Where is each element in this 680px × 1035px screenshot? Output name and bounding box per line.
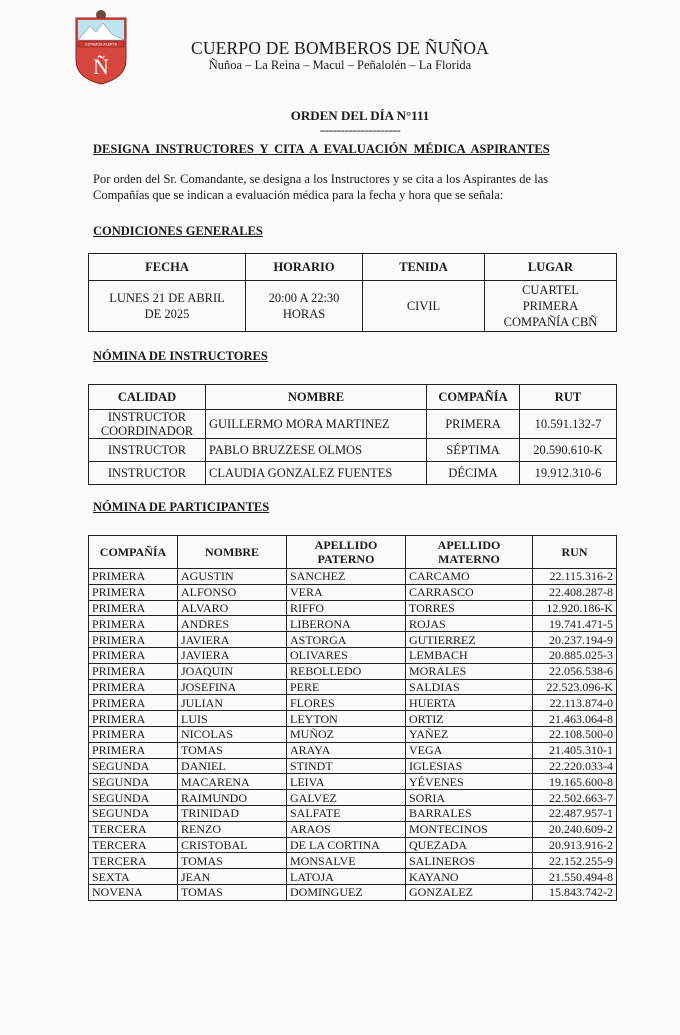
participants-heading: NÓMINA DE PARTICIPANTES <box>93 500 270 514</box>
maternal-surname-cell: ROJAS <box>406 616 533 632</box>
paternal-surname-cell: SALFATE <box>287 805 406 821</box>
run-cell: 20.913.916-2 <box>533 837 617 853</box>
maternal-surname-cell: YAÑEZ <box>406 726 533 742</box>
run-cell: 20.885.025-3 <box>533 647 617 663</box>
maternal-surname-cell: GUTIERREZ <box>406 632 533 648</box>
table-row <box>89 679 617 695</box>
company-cell: NOVENA <box>89 884 178 900</box>
first-name-cell: JAVIERA <box>178 647 287 663</box>
first-name-cell: NICOLAS <box>178 726 287 742</box>
attire-cell: CIVIL <box>363 281 485 332</box>
table-row <box>89 884 617 900</box>
run-cell: 12.920.186-K <box>533 600 617 616</box>
instructor-rut-cell: 19.912.310-6 <box>520 462 617 485</box>
paternal-surname-cell: REBOLLEDO <box>287 663 406 679</box>
paternal-surname-cell: MUÑOZ <box>287 726 406 742</box>
first-name-cell: TOMAS <box>178 853 287 869</box>
order-subject: DESIGNA INSTRUCTORES Y CITA A EVALUACIÓN MÉDICA ASPIRANTES <box>93 142 550 156</box>
table-row <box>89 663 617 679</box>
maternal-surname-cell: QUEZADA <box>406 837 533 853</box>
maternal-surname-cell: SORIA <box>406 790 533 806</box>
company-cell: PRIMERA <box>89 695 178 711</box>
instructor-company-cell: PRIMERA <box>427 410 520 439</box>
column-header: HORARIO <box>246 254 363 281</box>
table-row <box>89 462 617 485</box>
run-cell: 21.550.494-8 <box>533 869 617 885</box>
paternal-surname-cell: LATOJA <box>287 869 406 885</box>
conditions-heading: CONDICIONES GENERALES <box>93 224 263 238</box>
column-header: CALIDAD <box>89 385 206 410</box>
company-cell: PRIMERA <box>89 616 178 632</box>
maternal-surname-cell: BARRALES <box>406 805 533 821</box>
run-cell: 19.165.600-8 <box>533 774 617 790</box>
column-header: TENIDA <box>363 254 485 281</box>
paternal-surname-cell: LEIVA <box>287 774 406 790</box>
table-row <box>89 695 617 711</box>
run-cell: 21.405.310-1 <box>533 742 617 758</box>
first-name-cell: AGUSTIN <box>178 569 287 585</box>
table-row <box>89 758 617 774</box>
paternal-surname-cell: GALVEZ <box>287 790 406 806</box>
first-name-cell: JOSEFINA <box>178 679 287 695</box>
company-cell: PRIMERA <box>89 600 178 616</box>
maternal-surname-cell: CARRASCO <box>406 584 533 600</box>
maternal-surname-cell: ORTIZ <box>406 711 533 727</box>
table-header-row <box>89 385 617 410</box>
first-name-cell: LUIS <box>178 711 287 727</box>
run-cell: 19.741.471-5 <box>533 616 617 632</box>
communes-line: Ñuñoa – La Reina – Macul – Peñalolén – La Florida <box>208 58 472 72</box>
maternal-surname-cell: VEGA <box>406 742 533 758</box>
table-header-row <box>89 536 617 569</box>
column-header: NOMBRE <box>178 536 287 569</box>
table-row <box>89 869 617 885</box>
paternal-surname-cell: RIFFO <box>287 600 406 616</box>
paternal-surname-cell: DOMINGUEZ <box>287 884 406 900</box>
column-header: APELLIDO MATERNO <box>406 536 533 569</box>
first-name-cell: JULIAN <box>178 695 287 711</box>
paternal-surname-cell: ARAOS <box>287 821 406 837</box>
maternal-surname-cell: LEMBACH <box>406 647 533 663</box>
column-header: FECHA <box>89 254 246 281</box>
paternal-surname-cell: SANCHEZ <box>287 569 406 585</box>
maternal-surname-cell: MORALES <box>406 663 533 679</box>
instructor-company-cell: DÉCIMA <box>427 462 520 485</box>
company-cell: SEGUNDA <box>89 758 178 774</box>
logo-letter: Ñ <box>93 54 109 79</box>
first-name-cell: JAVIERA <box>178 632 287 648</box>
maternal-surname-cell: SALDIAS <box>406 679 533 695</box>
maternal-surname-cell: YÉVENES <box>406 774 533 790</box>
paternal-surname-cell: VERA <box>287 584 406 600</box>
paternal-surname-cell: OLIVARES <box>287 647 406 663</box>
table-row <box>89 805 617 821</box>
column-header: COMPAÑÍA <box>89 536 178 569</box>
column-header: RUN <box>533 536 617 569</box>
table-row <box>89 600 617 616</box>
instructor-rut-cell: 20.590.610-K <box>520 439 617 462</box>
table-row <box>89 281 617 332</box>
company-cell: PRIMERA <box>89 647 178 663</box>
company-cell: PRIMERA <box>89 584 178 600</box>
first-name-cell: TRINIDAD <box>178 805 287 821</box>
company-cell: PRIMERA <box>89 569 178 585</box>
first-name-cell: CRISTOBAL <box>178 837 287 853</box>
table-row <box>89 584 617 600</box>
instructor-rut-cell: 10.591.132-7 <box>520 410 617 439</box>
paternal-surname-cell: ASTORGA <box>287 632 406 648</box>
paternal-surname-cell: FLORES <box>287 695 406 711</box>
table-row <box>89 569 617 585</box>
order-title: ORDEN DEL DÍA N°111 <box>290 108 430 123</box>
company-cell: TERCERA <box>89 837 178 853</box>
run-cell: 22.113.874-0 <box>533 695 617 711</box>
logo-motto: ESTAMOS ALERTA <box>85 42 117 47</box>
table-row <box>89 410 617 439</box>
paternal-surname-cell: STINDT <box>287 758 406 774</box>
company-cell: SEGUNDA <box>89 805 178 821</box>
time-cell: 20:00 A 22:30 HORAS <box>246 281 363 332</box>
organization-name: CUERPO DE BOMBEROS DE ÑUÑOA <box>190 38 490 58</box>
maternal-surname-cell: MONTECINOS <box>406 821 533 837</box>
run-cell: 22.502.663-7 <box>533 790 617 806</box>
table-header-row <box>89 254 617 281</box>
table-row <box>89 711 617 727</box>
first-name-cell: ANDRES <box>178 616 287 632</box>
title-underline-rule: ==================== <box>319 127 401 136</box>
paternal-surname-cell: LIBERONA <box>287 616 406 632</box>
table-row <box>89 616 617 632</box>
table-row <box>89 837 617 853</box>
first-name-cell: JOAQUIN <box>178 663 287 679</box>
column-header: RUT <box>520 385 617 410</box>
run-cell: 22.108.500-0 <box>533 726 617 742</box>
table-row <box>89 790 617 806</box>
maternal-surname-cell: KAYANO <box>406 869 533 885</box>
first-name-cell: RAIMUNDO <box>178 790 287 806</box>
paternal-surname-cell: LEYTON <box>287 711 406 727</box>
run-cell: 22.487.957-1 <box>533 805 617 821</box>
instructor-company-cell: SÉPTIMA <box>427 439 520 462</box>
table-row <box>89 647 617 663</box>
first-name-cell: DANIEL <box>178 758 287 774</box>
company-cell: PRIMERA <box>89 726 178 742</box>
column-header: LUGAR <box>485 254 617 281</box>
fire-department-crest-logo <box>72 8 130 86</box>
instructor-role-cell: INSTRUCTOR <box>89 439 206 462</box>
column-header: COMPAÑÍA <box>427 385 520 410</box>
table-row <box>89 439 617 462</box>
table-row <box>89 632 617 648</box>
maternal-surname-cell: IGLESIAS <box>406 758 533 774</box>
paternal-surname-cell: DE LA CORTINA <box>287 837 406 853</box>
first-name-cell: RENZO <box>178 821 287 837</box>
maternal-surname-cell: HUERTA <box>406 695 533 711</box>
table-row <box>89 726 617 742</box>
first-name-cell: MACARENA <box>178 774 287 790</box>
paternal-surname-cell: MONSALVE <box>287 853 406 869</box>
instructor-name-cell: CLAUDIA GONZALEZ FUENTES <box>206 462 427 485</box>
company-cell: SEGUNDA <box>89 774 178 790</box>
participants-table <box>88 535 617 901</box>
company-cell: PRIMERA <box>89 632 178 648</box>
table-row <box>89 821 617 837</box>
run-cell: 22.115.316-2 <box>533 569 617 585</box>
table-row <box>89 853 617 869</box>
company-cell: PRIMERA <box>89 663 178 679</box>
paternal-surname-cell: ARAYA <box>287 742 406 758</box>
company-cell: TERCERA <box>89 853 178 869</box>
run-cell: 22.152.255-9 <box>533 853 617 869</box>
run-cell: 20.240.609-2 <box>533 821 617 837</box>
instructors-table <box>88 384 617 485</box>
instructor-name-cell: GUILLERMO MORA MARTINEZ <box>206 410 427 439</box>
first-name-cell: ALVARO <box>178 600 287 616</box>
instructor-role-cell: INSTRUCTOR <box>89 462 206 485</box>
location-cell: CUARTEL PRIMERA COMPAÑÍA CBÑ <box>485 281 617 332</box>
instructors-heading: NÓMINA DE INSTRUCTORES <box>93 349 268 363</box>
company-cell: TERCERA <box>89 821 178 837</box>
maternal-surname-cell: SALINEROS <box>406 853 533 869</box>
run-cell: 22.220.033-4 <box>533 758 617 774</box>
company-cell: SEXTA <box>89 869 178 885</box>
run-cell: 15.843.742-2 <box>533 884 617 900</box>
first-name-cell: ALFONSO <box>178 584 287 600</box>
table-row <box>89 742 617 758</box>
paternal-surname-cell: PERE <box>287 679 406 695</box>
run-cell: 22.523.096-K <box>533 679 617 695</box>
first-name-cell: TOMAS <box>178 884 287 900</box>
column-header: APELLIDO PATERNO <box>287 536 406 569</box>
run-cell: 22.408.287-8 <box>533 584 617 600</box>
date-cell: LUNES 21 DE ABRIL DE 2025 <box>89 281 246 332</box>
instructor-role-cell: INSTRUCTOR COORDINADOR <box>89 410 206 439</box>
first-name-cell: JEAN <box>178 869 287 885</box>
instructor-name-cell: PABLO BRUZZESE OLMOS <box>206 439 427 462</box>
company-cell: SEGUNDA <box>89 790 178 806</box>
first-name-cell: TOMAS <box>178 742 287 758</box>
maternal-surname-cell: GONZALEZ <box>406 884 533 900</box>
company-cell: PRIMERA <box>89 742 178 758</box>
company-cell: PRIMERA <box>89 711 178 727</box>
maternal-surname-cell: CARCAMO <box>406 569 533 585</box>
company-cell: PRIMERA <box>89 679 178 695</box>
run-cell: 21.463.064-8 <box>533 711 617 727</box>
maternal-surname-cell: TORRES <box>406 600 533 616</box>
run-cell: 22.056.538-6 <box>533 663 617 679</box>
intro-paragraph: Por orden del Sr. Comandante, se designa a los Instructores y se cita a los Aspirantes de las Compañías que se indican a evaluación médica para la fecha y hora que se señala: <box>93 172 549 202</box>
conditions-table <box>88 253 617 332</box>
column-header: NOMBRE <box>206 385 427 410</box>
run-cell: 20.237.194-9 <box>533 632 617 648</box>
table-row <box>89 774 617 790</box>
